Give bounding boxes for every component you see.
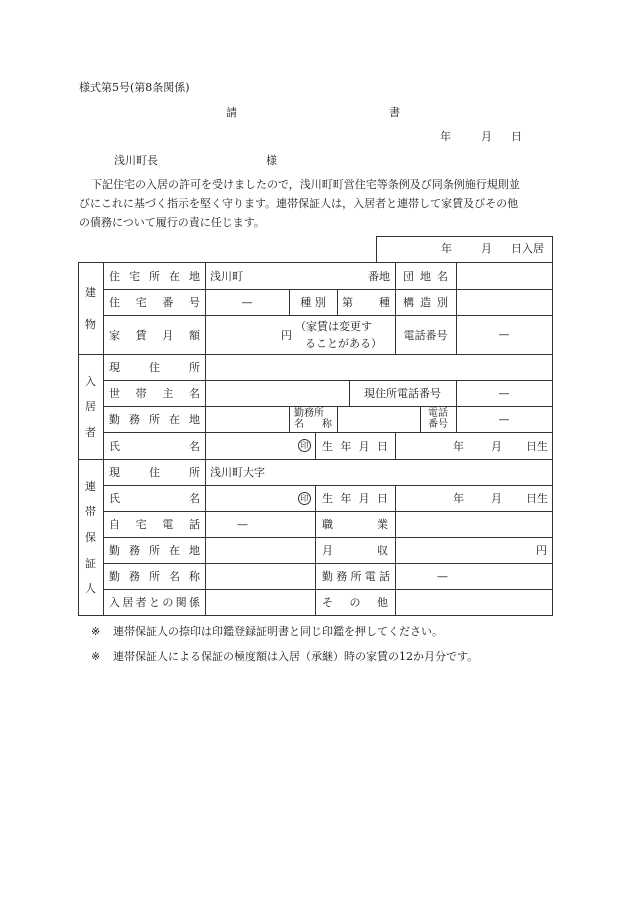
guarantor-name-label: 氏 名 (109, 492, 200, 505)
current-phone-label: 現住所電話番号 (364, 387, 441, 400)
addressee: 浅川町長 (114, 154, 158, 167)
guarantor-work-name-label: 勤 務 所 名 称 (109, 570, 200, 583)
income-label: 月 収 (322, 544, 388, 557)
building-address-label: 住 宅 所 在 地 (109, 269, 200, 283)
birth-month: 月 (491, 492, 502, 505)
guarantor-address-label: 現 住 所 (109, 466, 200, 479)
guarantor-name-field[interactable] (205, 485, 315, 511)
relation-label: 入 居 者 と の 関 係 (109, 596, 200, 609)
type-prefix: 第 (342, 296, 353, 309)
resident-name-label: 氏 名 (109, 439, 200, 453)
resident-group-label: 入 居 者 (85, 374, 96, 440)
body-line-3: の債務について履行の責に任じます。 (79, 216, 265, 229)
home-phone-field[interactable]: — (237, 517, 248, 531)
rent-unit: 円 (281, 328, 292, 342)
resident-work-address-label: 勤 務 所 在 地 (109, 413, 200, 426)
householder-label: 世 帯 主 名 (109, 387, 200, 400)
building-address-value: 浅川町 (210, 269, 243, 283)
seal-icon: 印 (298, 439, 311, 452)
building-phone-label: 電話番号 (403, 328, 448, 342)
seal-icon: 印 (298, 492, 311, 505)
move-in-year: 年 (441, 242, 452, 255)
occupation-label: 職 業 (322, 518, 388, 531)
body-line-2: びにこれに基づく指示を堅く守ります。連帯保証人は，入居者と連帯して家賃及びその他 (79, 197, 519, 210)
date-day: 日 (511, 130, 522, 143)
resident-address-label: 現 住 所 (109, 361, 200, 374)
date-year: 年 (440, 130, 451, 143)
other-label: そ の 他 (322, 596, 388, 609)
resident-work-name-field[interactable] (337, 406, 420, 432)
resident-work-phone-label: 電話 番号 (428, 408, 448, 430)
building-phone-field[interactable]: — (498, 328, 510, 341)
monthly-rent-field[interactable] (205, 315, 295, 354)
structure-label: 構 造 別 (403, 296, 448, 309)
complex-name-label: 団 地 名 (403, 269, 448, 283)
householder-field[interactable] (205, 380, 349, 406)
building-address-suffix: 番地 (368, 269, 390, 283)
birth-month: 月 (491, 439, 502, 453)
guarantor-address-field[interactable]: 浅川町大字 (210, 466, 265, 479)
resident-address-field[interactable] (205, 354, 552, 380)
monthly-rent-label: 家 賃 月 額 (109, 328, 200, 342)
birth-day: 日生 (526, 439, 548, 453)
guarantor-birth-label: 生 年 月 日 (322, 492, 388, 505)
guarantor-group-label: 連 帯 保 証 人 (85, 479, 96, 596)
house-number-field[interactable]: — (241, 295, 253, 309)
guarantor-work-address-field[interactable] (205, 537, 315, 563)
house-type-field[interactable] (337, 289, 395, 315)
house-number-label: 住 宅 番 号 (109, 296, 200, 309)
move-in-month: 月 (481, 242, 492, 255)
structure-field[interactable] (456, 289, 552, 315)
resident-birth-field[interactable] (395, 432, 552, 459)
relation-field[interactable] (205, 589, 315, 615)
building-address-field[interactable] (205, 262, 395, 289)
note-mark-icon: ※ (91, 625, 101, 638)
birth-day: 日生 (526, 492, 548, 505)
title-char-2: 書 (389, 106, 400, 119)
occupation-field[interactable] (395, 511, 552, 537)
rent-note: （家賃は変更す ることがある） (295, 319, 382, 350)
guarantor-work-address-label: 勤 務 所 在 地 (109, 544, 200, 557)
resident-birth-label: 生 年 月 日 (322, 439, 388, 453)
birth-year: 年 (453, 492, 464, 505)
guarantor-work-phone-label: 勤 務 所 電 話 (322, 570, 390, 583)
building-group-label: 建 物 (85, 286, 96, 331)
honorific: 様 (266, 154, 277, 167)
move-in-day: 日入居 (511, 242, 544, 255)
home-phone-label: 自 宅 電 話 (109, 518, 200, 531)
house-type-label: 種 別 (300, 296, 326, 309)
note-text: 連帯保証人の捺印は印鑑登録証明書と同じ印鑑を押してください。 (113, 625, 443, 638)
income-field[interactable] (395, 537, 552, 563)
birth-year: 年 (453, 439, 464, 453)
type-suffix: 種 (379, 296, 390, 309)
complex-name-field[interactable] (456, 262, 552, 289)
guarantor-work-name-field[interactable] (205, 563, 315, 589)
note-mark-icon: ※ (91, 650, 101, 663)
resident-work-address-field[interactable] (205, 406, 289, 432)
resident-work-name-label: 勤務所 名 称 (294, 408, 332, 430)
form-number: 様式第5号(第8条関係) (79, 81, 190, 94)
resident-work-phone-field[interactable]: — (498, 412, 510, 426)
other-field[interactable] (395, 589, 552, 615)
guarantor-work-phone-field[interactable]: — (437, 569, 448, 583)
date-month: 月 (481, 130, 492, 143)
current-phone-field[interactable]: — (498, 386, 510, 400)
title-char-1: 請 (226, 106, 237, 119)
note-text: 連帯保証人による保証の極度額は入居（承継）時の家賃の12か月分です。 (113, 650, 479, 663)
body-line-1: 下記住宅の入居の許可を受けましたので，浅川町町営住宅等条例及び同条例施行規則並 (91, 178, 520, 191)
resident-name-field[interactable] (205, 432, 315, 459)
income-unit: 円 (536, 544, 547, 557)
guarantor-birth-field[interactable] (395, 485, 552, 511)
